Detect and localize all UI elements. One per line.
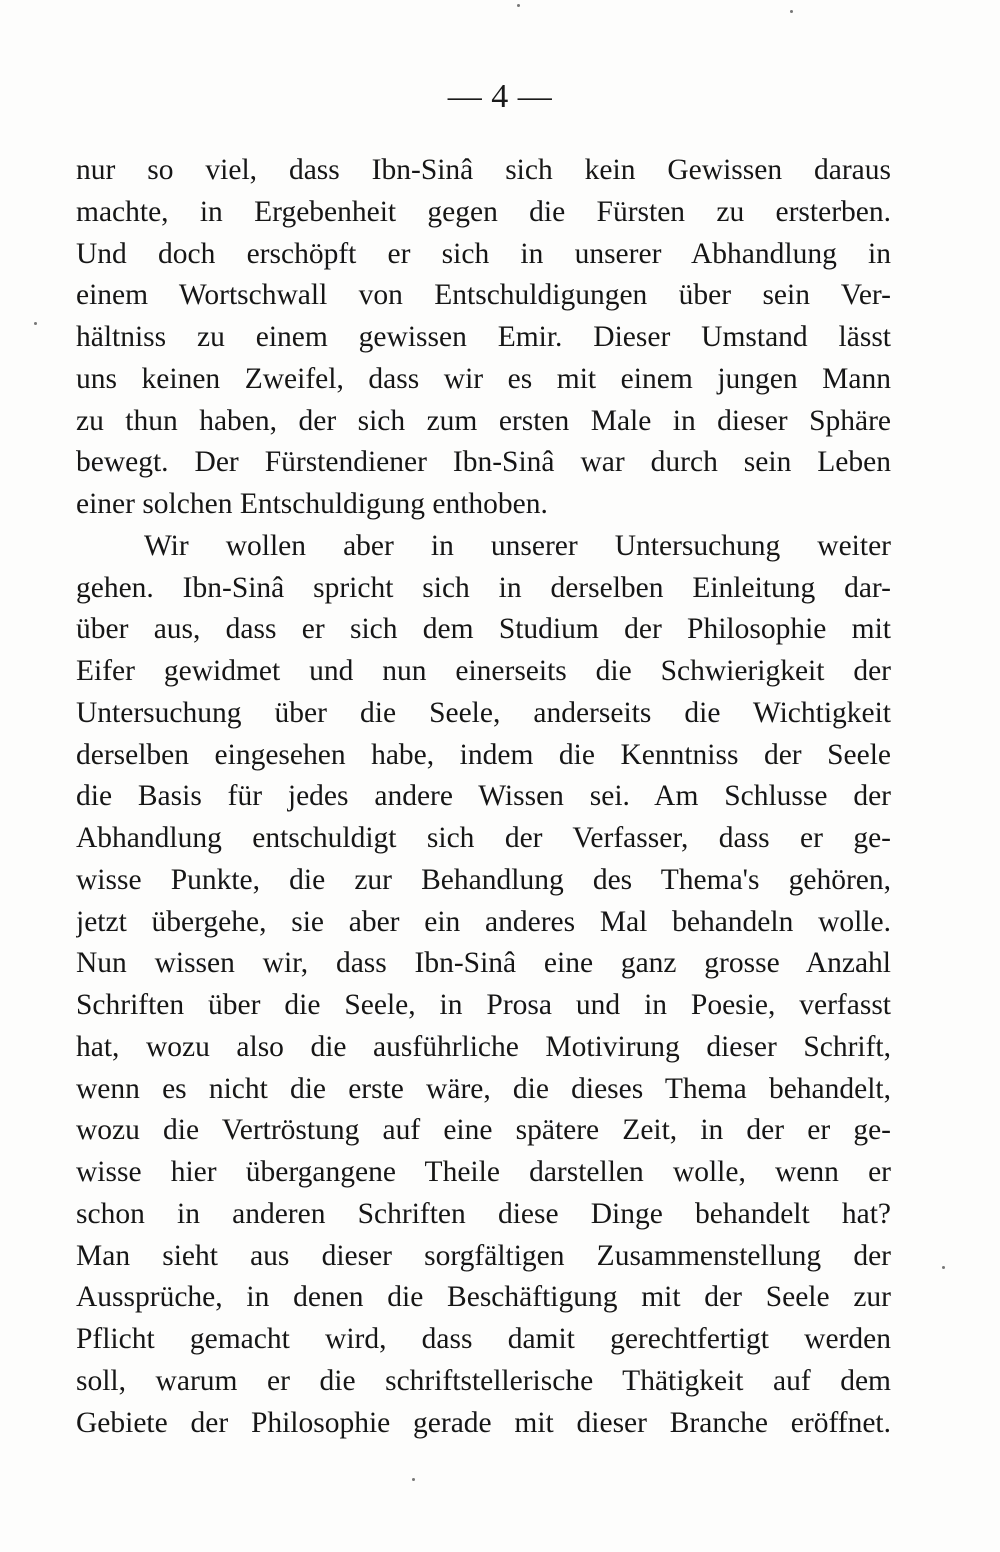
scan-speck <box>517 4 520 7</box>
text-line: über aus, dass er sich dem Studium der Philosophie mit <box>76 613 891 646</box>
scan-speck <box>412 1478 415 1481</box>
text-line: hältniss zu einem gewissen Emir. Dieser Umstand lässt <box>76 321 891 353</box>
text-line: Man sieht aus dieser sorgfältigen Zusammenstellung der <box>76 1239 891 1272</box>
body-text <box>76 150 891 1444</box>
text-line: bewegt. Der Fürstendiener Ibn-Sinâ war durch sein Leben <box>76 446 891 479</box>
paragraph-1 <box>76 150 891 526</box>
page-number: — 4 — <box>447 78 553 115</box>
text-line: die Basis für jedes andere Wissen sei. Am Schlusse der <box>76 780 891 813</box>
text-line: Eifer gewidmet und nun einerseits die Schwierigkeit der <box>76 655 891 687</box>
text-line: Pflicht gemacht wird, dass damit gerechtfertigt werden <box>76 1323 891 1355</box>
text-line: Gebiete der Philosophie gerade mit dieser Branche eröffnet. <box>76 1406 891 1439</box>
text-line: einer solchen Entschuldigung enthoben. <box>76 488 548 520</box>
text-line: Untersuchung über die Seele, anderseits die Wichtigkeit <box>76 696 891 729</box>
text-line: Nun wissen wir, dass Ibn-Sinâ eine ganz grosse Anzahl <box>76 947 891 980</box>
text-line: Wir wollen aber in unserer Untersuchung weiter <box>144 529 891 562</box>
text-line: soll, warum er die schriftstellerische Thätigkeit auf dem <box>76 1364 891 1397</box>
scan-speck <box>790 10 793 13</box>
text-line: wenn es nicht die erste wäre, die dieses Thema behandelt, <box>76 1072 891 1105</box>
text-line: Abhandlung entschuldigt sich der Verfasser, dass er ge- <box>76 822 891 854</box>
text-line: schon in anderen Schriften diese Dinge behandelt hat? <box>76 1197 891 1230</box>
text-line: zu thun haben, der sich zum ersten Male in dieser Sphäre <box>76 404 891 437</box>
scan-speck <box>942 1266 945 1269</box>
text-line: hat, wozu also die ausführliche Motivirung dieser Schrift, <box>76 1030 891 1063</box>
text-line: uns keinen Zweifel, dass wir es mit einem jungen Mann <box>76 362 891 395</box>
text-line: Aussprüche, in denen die Beschäftigung mit der Seele zur <box>76 1281 891 1314</box>
text-line: einem Wortschwall von Entschuldigungen über sein Ver- <box>76 279 891 312</box>
text-line: Schriften über die Seele, in Prosa und in Poesie, verfasst <box>76 989 891 1021</box>
text-line: jetzt übergehe, sie aber ein anderes Mal behandeln wolle. <box>76 905 891 938</box>
scan-speck <box>34 322 37 325</box>
text-line: wisse Punkte, die zur Behandlung des Thema's gehören, <box>76 863 891 896</box>
text-line: gehen. Ibn-Sinâ spricht sich in derselben Einleitung dar- <box>76 571 891 604</box>
text-line: wozu die Vertröstung auf eine spätere Zeit, in der er ge- <box>76 1114 891 1147</box>
text-line: nur so viel, dass Ibn-Sinâ sich kein Gewissen daraus <box>76 154 891 186</box>
text-line: derselben eingesehen habe, indem die Kenntniss der Seele <box>76 738 891 771</box>
text-line: machte, in Ergebenheit gegen die Fürsten zu ersterben. <box>76 195 891 228</box>
paragraph-2 <box>76 526 891 1445</box>
text-line: wisse hier übergangene Theile darstellen wolle, wenn er <box>76 1156 891 1188</box>
text-line: Und doch erschöpft er sich in unserer Abhandlung in <box>76 237 891 270</box>
